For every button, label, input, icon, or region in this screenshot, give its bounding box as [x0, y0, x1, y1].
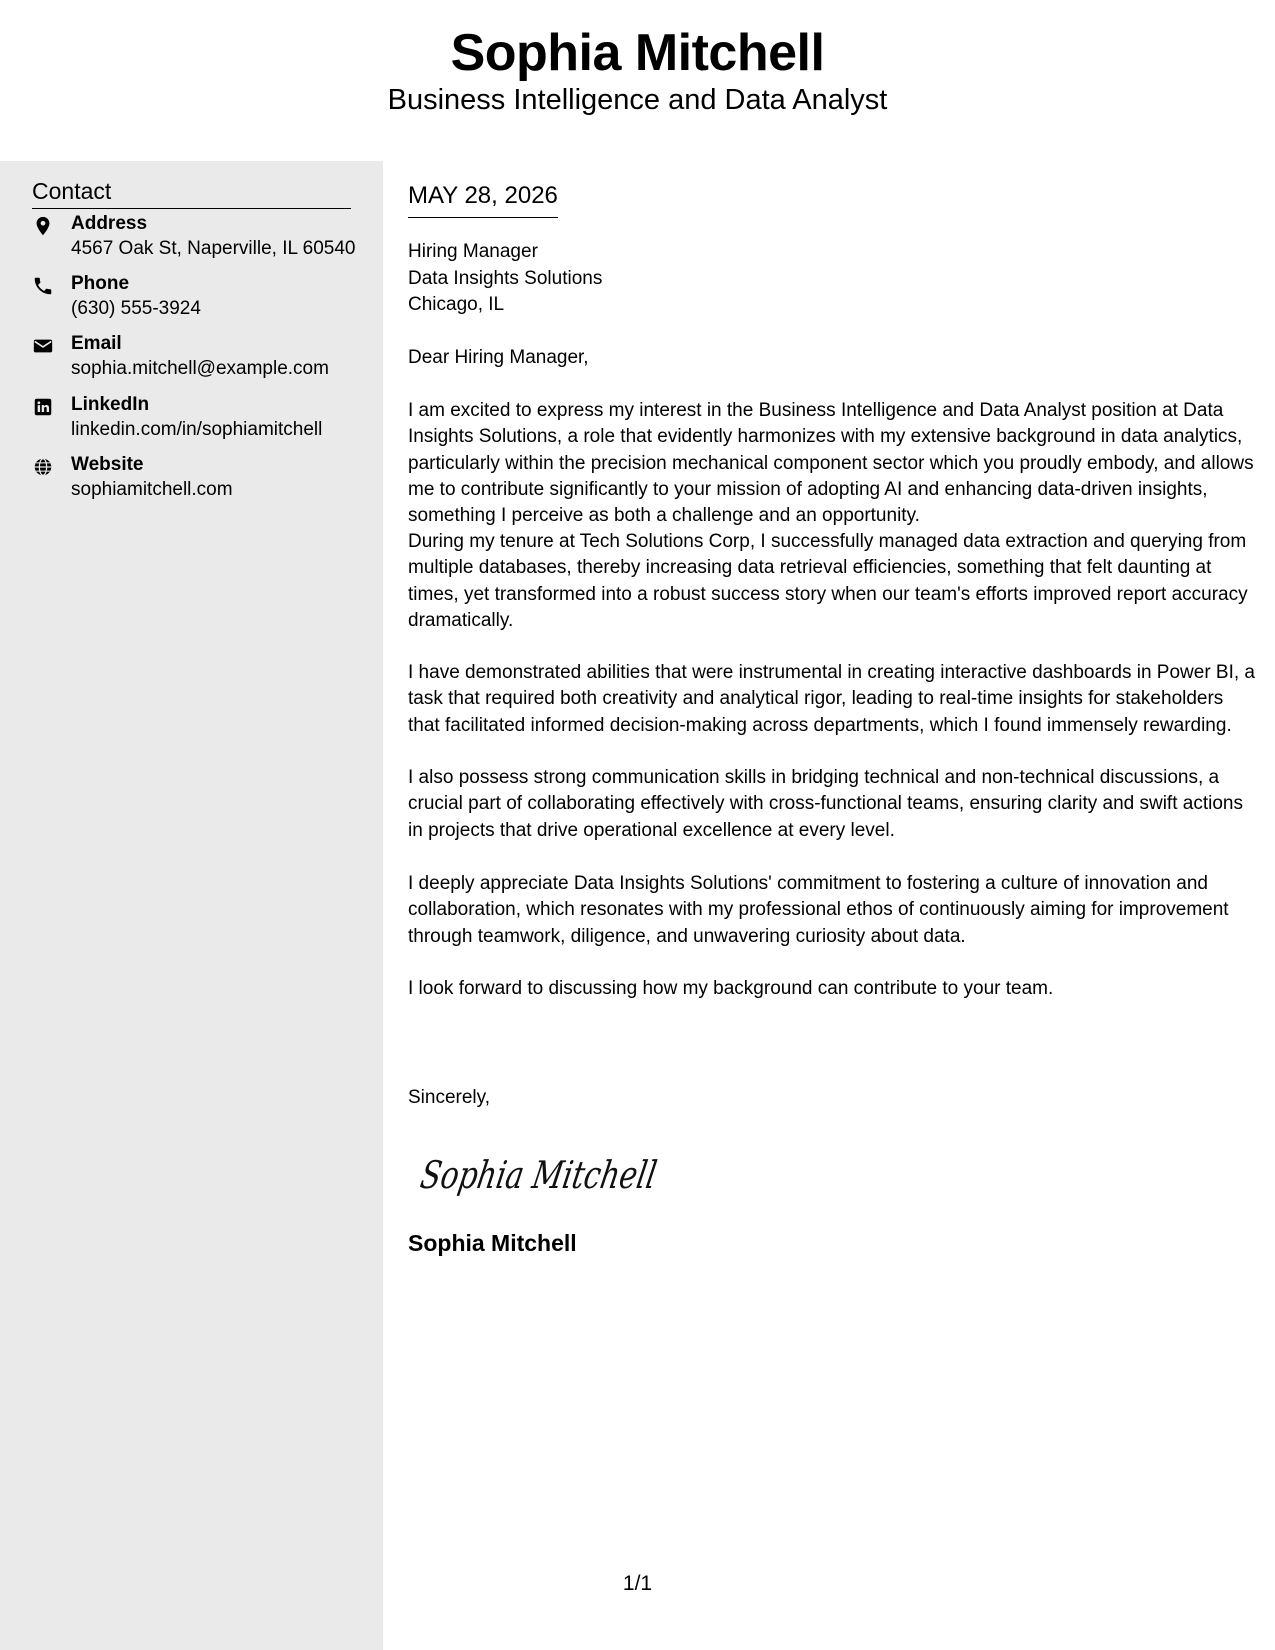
contact-label-linkedin: LinkedIn [71, 394, 150, 415]
recipient-block [408, 239, 1253, 319]
phone-icon [32, 275, 56, 297]
contact-item-phone [32, 271, 372, 327]
contact-value-linkedin: linkedin.com/in/sophiamitchell [71, 419, 323, 440]
contact-item-address [32, 211, 372, 267]
recipient-company: Data Insights Solutions [408, 267, 603, 289]
contact-sidebar [0, 161, 383, 1650]
contact-value-website: sophiamitchell.com [71, 479, 233, 500]
letter-date: MAY 28, 2026 [408, 180, 558, 218]
applicant-headline: Business Intelligence and Data Analyst [387, 84, 888, 116]
applicant-name: Sophia Mitchell [450, 24, 825, 82]
globe-icon [32, 456, 56, 478]
paragraph-communication: I also possess strong communication skills in bridging technical and non-technical discussions, a crucial part of collaborating effectively with cross-functional teams, ensuring clarity and swift actions in projects that drive operational excellence at every level. [408, 767, 1243, 841]
contact-value-phone: (630) 555-3924 [71, 298, 201, 319]
contact-item-website [32, 452, 372, 508]
recipient-location: Chicago, IL [408, 294, 505, 315]
signer-name: Sophia Mitchell [408, 1230, 577, 1256]
closing-phrase: Sincerely, [408, 1087, 491, 1108]
paragraph-introduction: I am excited to express my interest in the Business Intelligence and Data Analyst position at Data Insights Solutions, a role that evidently harmonizes with my extensive background in data analytics, particularly within the precision mechanical component sector which you proudly embody, and allows me to contribute significantly to your mission of adopting AI and enhancing data-driven insights, something I perceive as both a challenge and an opportunity. [408, 400, 1254, 527]
contact-value-email: sophia.mitchell@example.com [71, 358, 329, 379]
contact-label-website: Website [71, 454, 144, 475]
signature-glyphs: Sophia Mitchell [417, 1153, 729, 1198]
recipient-title: Hiring Manager [408, 241, 538, 262]
paragraph-tech-solutions: During my tenure at Tech Solutions Corp, I successfully managed data extraction and querying from multiple databases, thereby increasing data retrieval efficiencies, something that felt daunting at times, yet transformed into a robust success story when our team's efforts improved report accuracy dramatically. [408, 531, 1248, 631]
contact-label-address: Address [71, 213, 148, 234]
contact-heading: Contact [32, 176, 351, 209]
location-pin-icon [32, 215, 56, 237]
letter-header [0, 0, 1275, 160]
envelope-icon [32, 335, 56, 357]
handwritten-signature [416, 1136, 729, 1206]
contact-label-email: Email [71, 333, 122, 354]
paragraph-culture: I deeply appreciate Data Insights Solutions' commitment to fostering a culture of innovation and collaboration, which resonates with my professional ethos of continuously aiming for improvement through teamwork, diligence, and unwavering curiosity about data. [408, 873, 1229, 947]
paragraph-closing-remark: I look forward to discussing how my background can contribute to your team. [408, 978, 1054, 999]
contact-item-email [32, 331, 372, 387]
salutation: Dear Hiring Manager, [408, 347, 589, 368]
linkedin-icon [32, 396, 56, 418]
page-number: 1/1 [622, 1572, 653, 1595]
contact-value-address: 4567 Oak St, Naperville, IL 60540 [71, 238, 356, 259]
contact-label-phone: Phone [71, 273, 130, 294]
paragraph-dashboards: I have demonstrated abilities that were instrumental in creating interactive dashboards in Power BI, a task that required both creativity and analytical rigor, leading to real-time insights for stakeholders that facilitated informed decision-making across departments, which I found immensely rewarding. [408, 662, 1256, 736]
contact-item-linkedin [32, 392, 372, 448]
